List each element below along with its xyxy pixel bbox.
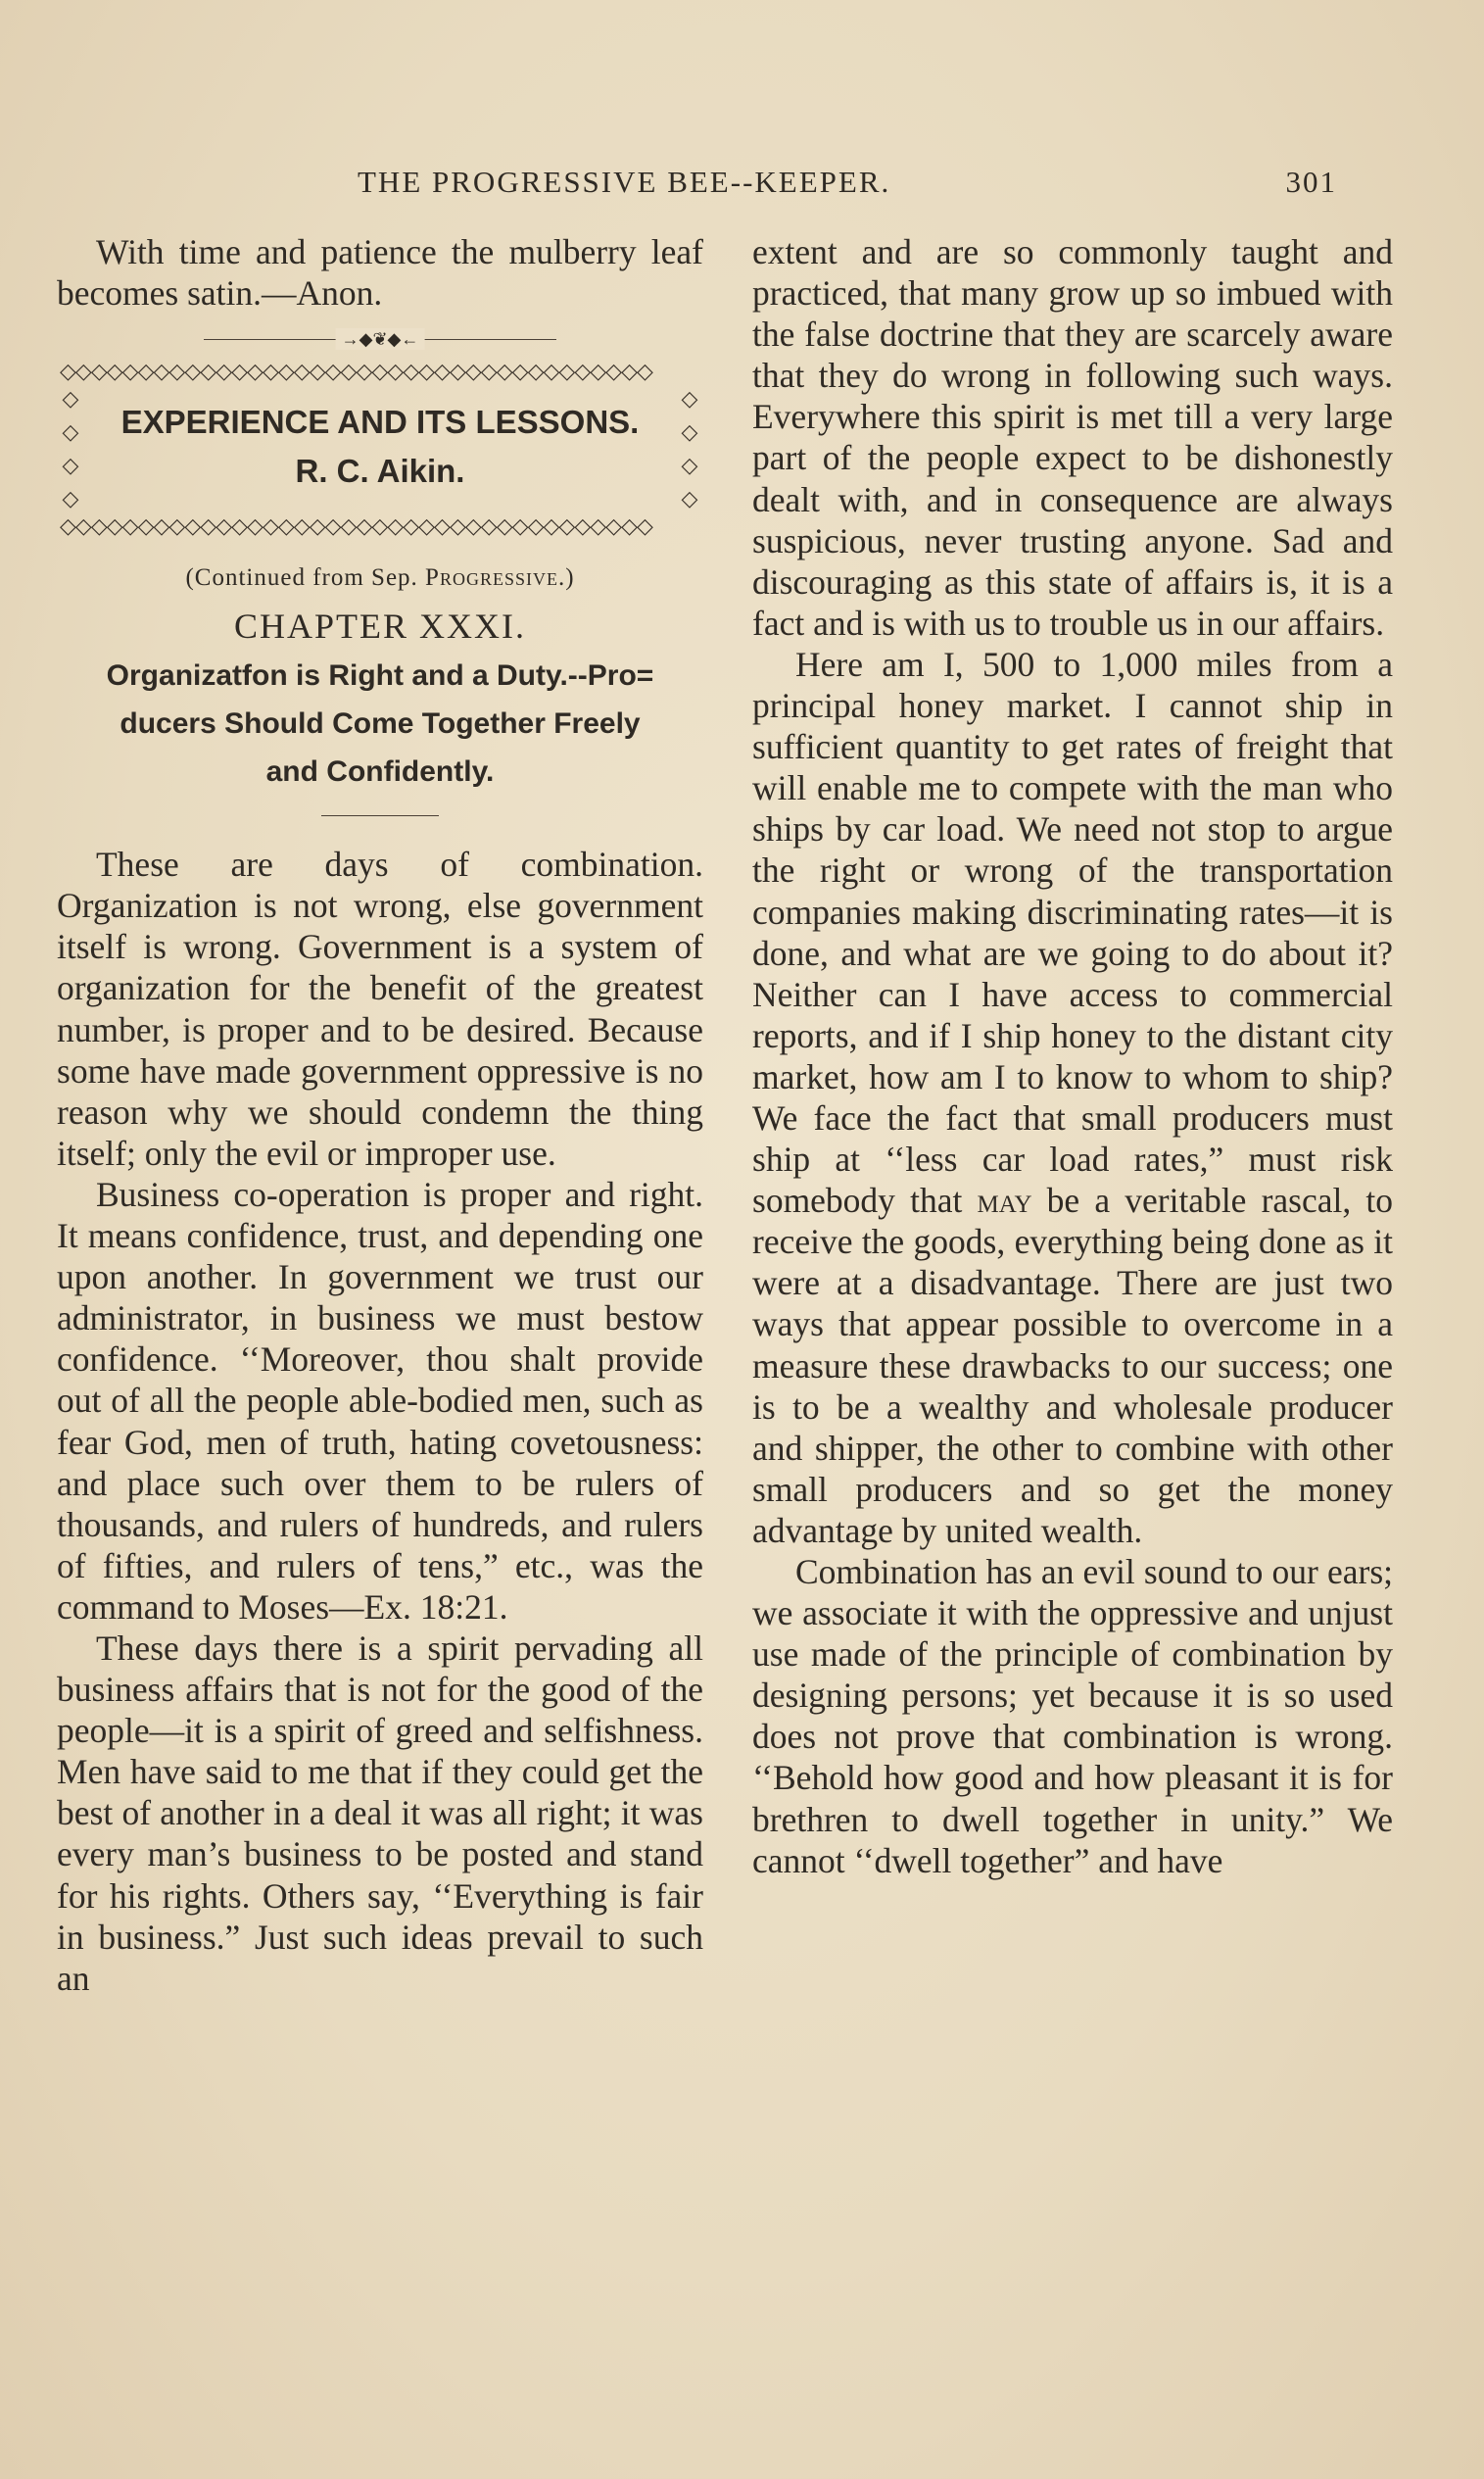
- continued-suffix: .): [557, 564, 575, 592]
- section-divider: [204, 329, 556, 350]
- body-paragraph: These are days of combination. Organization is not wrong, else government itself is wrong. Government is a system of organization for the benefit of the greatest number, is proper and to be desired. Because some have made government oppressive is no reason why we should condemn the thing itself; only the evil or improper use.: [57, 845, 703, 1173]
- paragraph-text: be a veritable rascal, to receive the goods, everything being done as it were at a disadvantage. There are just two ways that appear possible to overcome in a measure these drawbacks to our success; one is to be a wealthy and wholesale producer and shipper, the other to combine with other small producers and so get the money advantage by united wealth.: [752, 1181, 1394, 1550]
- body-paragraph: extent and are so commonly taught and practiced, that many grow up so imbued with the false doctrine that they are scarcely aware that they do wrong in following such ways. Everywhere this spirit is met till a very large part of the people expect to be dishonestly dealt with, and in consequence are always suspicious, never trusting anyone. Sad and discouraging as this state of affairs is, it is a fact and is with us to trouble us in our affairs.: [752, 232, 1393, 643]
- article-title-box: [60, 362, 700, 538]
- diamond-border-right: ◇ ◇ ◇ ◇: [681, 387, 698, 512]
- body-paragraph: These days there is a spirit pervading all business affairs that is not for the good of the people—it is a spirit of greed and selfishness. Men have said to me that if they could get the best of another in a deal it was all right; it was every man’s business to be posted and stand for his rights. Others say, ‘‘Everything is fair in business.” Just such ideas prevail to such an: [57, 1628, 703, 1998]
- right-column: [752, 231, 1393, 1881]
- header-title: THE PROGRESSIVE BEE--KEEPER.: [358, 165, 891, 199]
- left-column: [57, 231, 703, 1999]
- page-number: 301: [1285, 165, 1337, 199]
- chapter-heading: CHAPTER XXXI.: [233, 607, 526, 647]
- divider-ornament: →◆❦◆←: [336, 328, 425, 350]
- epigraph: With time and patience the mulberry leaf becomes satin.—Anon.: [57, 232, 703, 314]
- small-caps-word: may: [977, 1181, 1032, 1221]
- body-paragraph: Business co-operation is proper and right. It means confidence, trust, and depending one upon another. In government we trust our administrator, in business we must bestow confidence. ‘‘Moreover, thou shalt provide out of all the people able-bodied men, such as fear God, men of truth, hating covetousness: and place such over them to be rulers of thousands, and rulers of hundreds, and rulers of fifties, and rulers of tens,” etc., was the command to Moses—Ex. 18:21.: [57, 1174, 703, 1627]
- chapter-subtitle: [57, 652, 703, 796]
- continued-prefix: (Continued from Sep.: [185, 564, 426, 592]
- short-divider: [321, 815, 439, 816]
- article-title: EXPERIENCE AND ITS LESSONS.: [120, 404, 640, 441]
- paragraph-text: Here am I, 500 to 1,000 miles from a principal honey market. I cannot ship in sufficient quantity to get rates of freight that will enable me to compete with the man who ships by car load. We need not stop to argue the right or wrong of the transportation companies making discriminating rates—it is done, and what are we going to do about it? Neither can I have access to commercial reports, and if I ship honey to the distant city market, how am I to know to whom to ship? We face the fact that small producers must ship at ‘‘less car load rates,” must risk somebody that: [752, 644, 1393, 1221]
- diamond-border-bottom: ◇◇◇◇◇◇◇◇◇◇◇◇◇◇◇◇◇◇◇◇◇◇◇◇◇◇◇◇◇◇◇◇◇◇◇◇◇◇: [60, 516, 652, 539]
- body-paragraph: [752, 644, 1393, 1551]
- body-paragraph: Combination has an evil sound to our ears; we associate it with the oppressive and unjust use made of the principle of combination by designing persons; yet because it is so used does not prove that combination is wrong. ‘‘Behold how good and how pleasant it is for brethren to dwell together in unity.” We cannot ‘‘dwell together” and have: [752, 1552, 1393, 1880]
- subtitle-line-1: Organizatfon is Right and a Duty.--Pro=: [106, 659, 654, 693]
- subtitle-line-2: ducers Should Come Together Freely: [120, 707, 641, 741]
- continued-note: [57, 563, 703, 593]
- diamond-border-top: ◇◇◇◇◇◇◇◇◇◇◇◇◇◇◇◇◇◇◇◇◇◇◇◇◇◇◇◇◇◇◇◇◇◇◇◇◇◇: [60, 362, 652, 384]
- diamond-border-left: ◇ ◇ ◇ ◇: [62, 387, 79, 512]
- running-header: [358, 165, 1337, 214]
- subtitle-line-3: and Confidently.: [265, 755, 495, 789]
- continued-journal: Progressive: [425, 564, 558, 592]
- article-author: R. C. Aikin.: [295, 453, 465, 490]
